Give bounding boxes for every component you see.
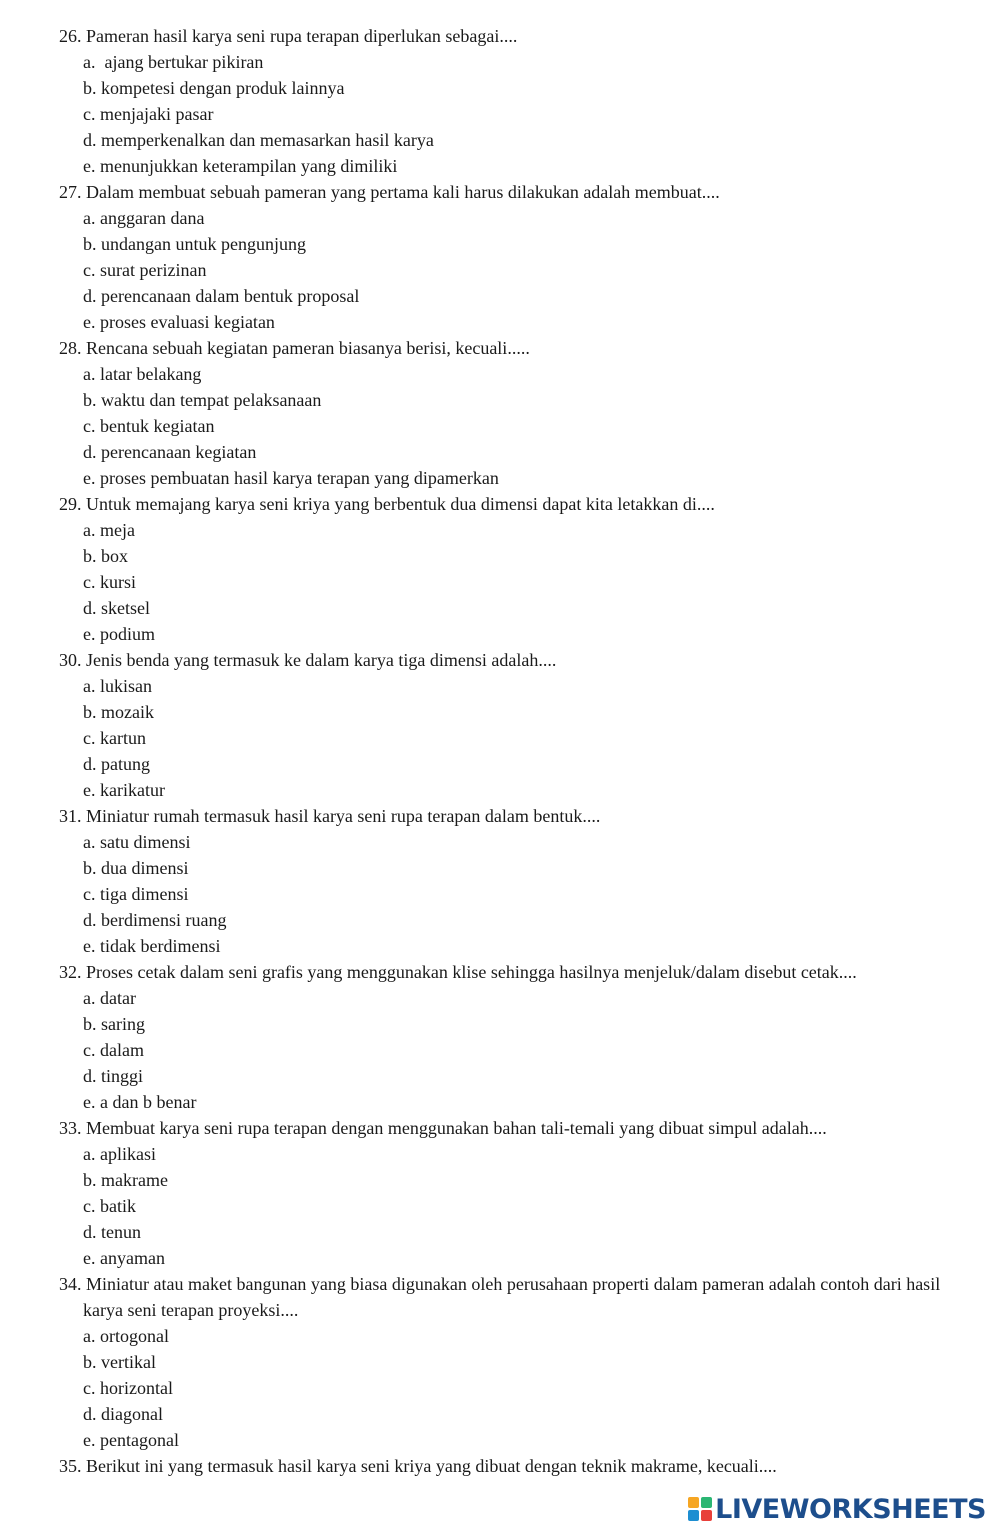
question-stem: 32. Proses cetak dalam seni grafis yang menggunakan klise sehingga hasilnya menjeluk/dalam disebut cetak.... [59,962,857,982]
answer-option: b. makrame [83,1170,168,1190]
question-block [0,23,1000,179]
answer-option: b. waktu dan tempat pelaksanaan [83,390,322,410]
answer-option: a. lukisan [83,676,152,696]
question-block [0,803,1000,959]
answer-option: a. ajang bertukar pikiran [83,52,264,72]
answer-option: d. diagonal [83,1404,163,1424]
answer-option: d. patung [83,754,150,774]
question-stem: 35. Berikut ini yang termasuk hasil karya seni kriya yang dibuat dengan teknik makrame, kecuali.... [59,1456,777,1476]
answer-option: d. perencanaan dalam bentuk proposal [83,286,360,306]
question-block [0,491,1000,647]
question-block [0,179,1000,335]
question-stem: 31. Miniatur rumah termasuk hasil karya seni rupa terapan dalam bentuk.... [59,806,601,826]
answer-option: b. dua dimensi [83,858,189,878]
answer-option: c. bentuk kegiatan [83,416,215,436]
answer-option: a. latar belakang [83,364,202,384]
answer-option: c. kartun [83,728,146,748]
question-stem: 33. Membuat karya seni rupa terapan dengan menggunakan bahan tali-temali yang dibuat simpul adalah.... [59,1118,827,1138]
answer-option: d. perencanaan kegiatan [83,442,257,462]
question-block [0,1271,1000,1453]
question-block [0,1115,1000,1271]
answer-option: c. tiga dimensi [83,884,189,904]
question-stem: 29. Untuk memajang karya seni kriya yang berbentuk dua dimensi dapat kita letakkan di.... [59,494,715,514]
question-block [0,1453,1000,1479]
question-stem: 30. Jenis benda yang termasuk ke dalam karya tiga dimensi adalah.... [59,650,557,670]
answer-option: a. anggaran dana [83,208,205,228]
answer-option: b. kompetesi dengan produk lainnya [83,78,345,98]
answer-option: b. vertikal [83,1352,156,1372]
answer-option: d. tenun [83,1222,141,1242]
answer-option: e. tidak berdimensi [83,936,221,956]
answer-option: a. meja [83,520,135,540]
answer-option: c. menjajaki pasar [83,104,214,124]
liveworksheets-logo-icon [687,1496,713,1522]
question-stem: 28. Rencana sebuah kegiatan pameran biasanya berisi, kecuali..... [59,338,530,358]
answer-option: c. surat perizinan [83,260,207,280]
question-stem: 26. Pameran hasil karya seni rupa terapan diperlukan sebagai.... [59,26,518,46]
answer-option: c. kursi [83,572,136,592]
liveworksheets-watermark [687,1494,986,1524]
answer-option: e. a dan b benar [83,1092,197,1112]
answer-option: c. dalam [83,1040,144,1060]
worksheet-page [0,23,1000,1479]
answer-option: b. undangan untuk pengunjung [83,234,306,254]
liveworksheets-brand-text: LIVEWORKSHEETS [715,1493,986,1525]
answer-option: e. pentagonal [83,1430,179,1450]
answer-option: d. tinggi [83,1066,144,1086]
answer-option: e. podium [83,624,155,644]
answer-option: d. memperkenalkan dan memasarkan hasil karya [83,130,434,150]
answer-option: a. datar [83,988,136,1008]
answer-option: e. anyaman [83,1248,165,1268]
answer-option: c. batik [83,1196,136,1216]
answer-option: d. sketsel [83,598,150,618]
question-block [0,959,1000,1115]
answer-option: c. horizontal [83,1378,173,1398]
answer-option: b. saring [83,1014,145,1034]
answer-option: a. aplikasi [83,1144,156,1164]
answer-option: a. satu dimensi [83,832,191,852]
answer-option: a. ortogonal [83,1326,169,1346]
question-stem: 34. Miniatur atau maket bangunan yang biasa digunakan oleh perusahaan properti dalam pameran adalah contoh dari hasil karya seni terapan proyeksi.... [59,1274,941,1320]
answer-option: b. box [83,546,128,566]
answer-option: e. karikatur [83,780,165,800]
answer-option: e. menunjukkan keterampilan yang dimiliki [83,156,398,176]
answer-option: b. mozaik [83,702,154,722]
question-stem: 27. Dalam membuat sebuah pameran yang pertama kali harus dilakukan adalah membuat.... [59,182,720,202]
question-block [0,647,1000,803]
answer-option: d. berdimensi ruang [83,910,227,930]
answer-option: e. proses evaluasi kegiatan [83,312,275,332]
question-block [0,335,1000,491]
answer-option: e. proses pembuatan hasil karya terapan yang dipamerkan [83,468,499,488]
